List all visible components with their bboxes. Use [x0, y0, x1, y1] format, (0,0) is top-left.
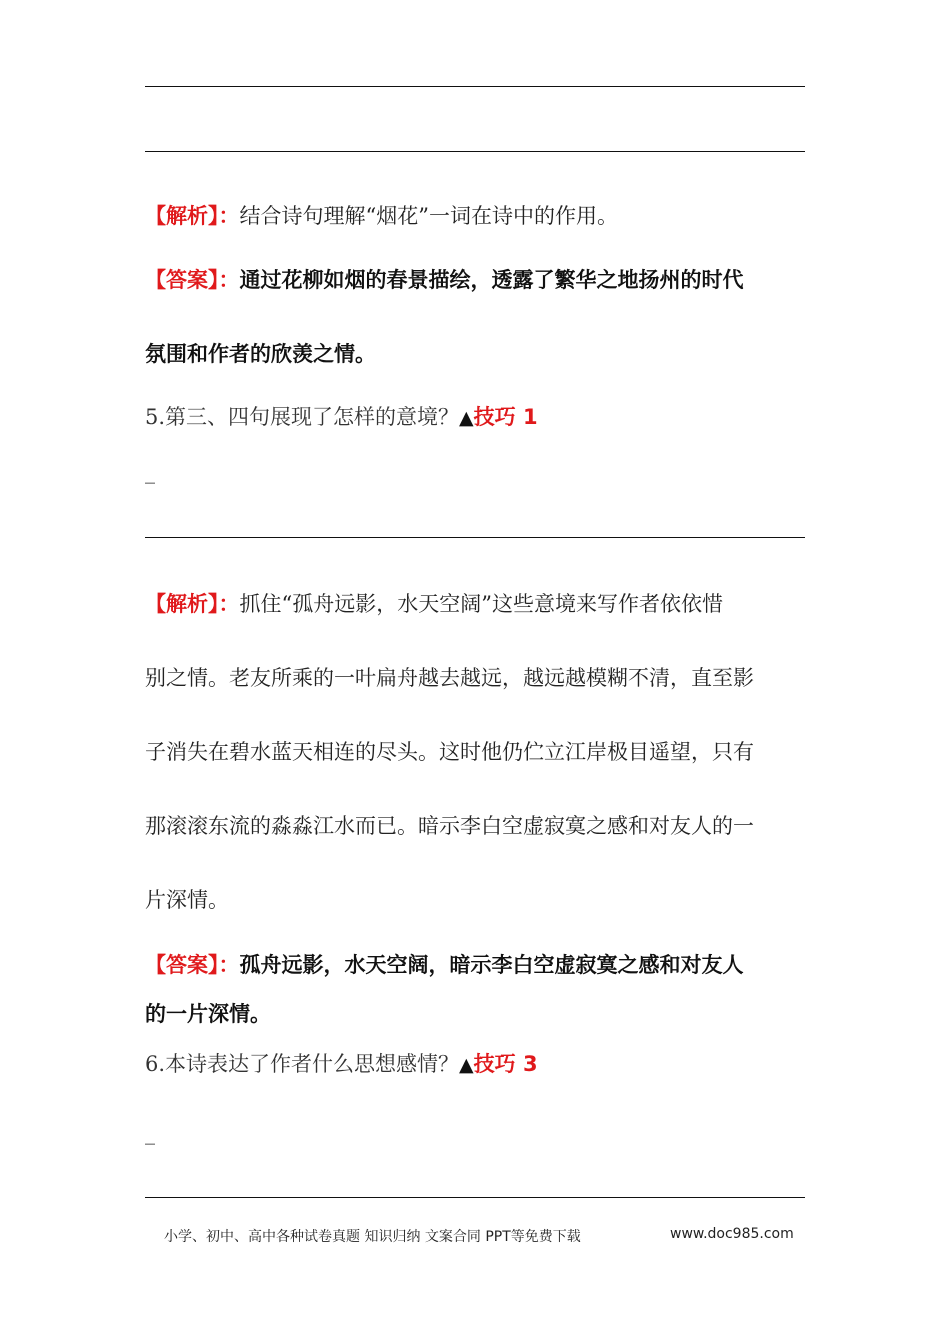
answer-2-line-2: 的一片深情。: [145, 1002, 271, 1026]
answer-1-line-2: 氛围和作者的欣羡之情。: [145, 342, 376, 366]
triangle-icon: ▲: [459, 407, 474, 429]
analysis-text: 抓住“孤舟远影，水天空阔”这些意境来写作者依依惜: [239, 592, 723, 616]
triangle-icon: ▲: [459, 1054, 474, 1076]
analysis-label: 【解析】：: [145, 592, 240, 616]
question-6-text: 6.本诗表达了作者什么思想感情？: [145, 1052, 460, 1076]
answer-rule-1: [145, 86, 805, 87]
answer-rule-2: [145, 151, 805, 152]
question-5: [145, 402, 805, 433]
analysis-2-line-3: 子消失在碧水蓝天相连的尽头。这时他仍伫立江岸极目遥望，只有: [145, 740, 754, 764]
answer-blank-6: _: [145, 1121, 155, 1145]
answer-label: 【答案】：: [145, 268, 240, 292]
analysis-label: 【解析】：: [145, 204, 240, 228]
skill-tag: 技巧 1: [473, 405, 538, 429]
answer-blank-5: _: [145, 460, 155, 484]
question-6: [145, 1049, 805, 1080]
question-5-text: 5.第三、四句展现了怎样的意境？: [145, 405, 460, 429]
skill-tag: 技巧 3: [473, 1052, 538, 1076]
analysis-1: [145, 201, 805, 231]
analysis-2-line-5: 片深情。: [145, 888, 229, 912]
analysis-2-line-4: 那滚滚东流的淼淼江水而已。暗示李白空虚寂寞之感和对友人的一: [145, 814, 754, 838]
analysis-2-line-1: [145, 589, 805, 619]
footer-description: 小学、初中、高中各种试卷真题 知识归纳 文案合同 PPT等免费下载: [164, 1229, 581, 1245]
answer-label: 【答案】：: [145, 953, 240, 977]
answer-rule-3: [145, 537, 805, 538]
footer-website-link[interactable]: www.doc985.com: [670, 1226, 794, 1242]
analysis-text: 结合诗句理解“烟花”一词在诗中的作用。: [239, 204, 618, 228]
answer-rule-4: [145, 1197, 805, 1198]
answer-1-line-1: [145, 265, 805, 295]
answer-2-line-1: [145, 950, 805, 980]
analysis-2-line-2: 别之情。老友所乘的一叶扁舟越去越远，越远越模糊不清，直至影: [145, 666, 754, 690]
answer-text: 通过花柳如烟的春景描绘，透露了繁华之地扬州的时代: [239, 268, 744, 292]
answer-text: 孤舟远影，水天空阔，暗示李白空虚寂寞之感和对友人: [239, 953, 744, 977]
